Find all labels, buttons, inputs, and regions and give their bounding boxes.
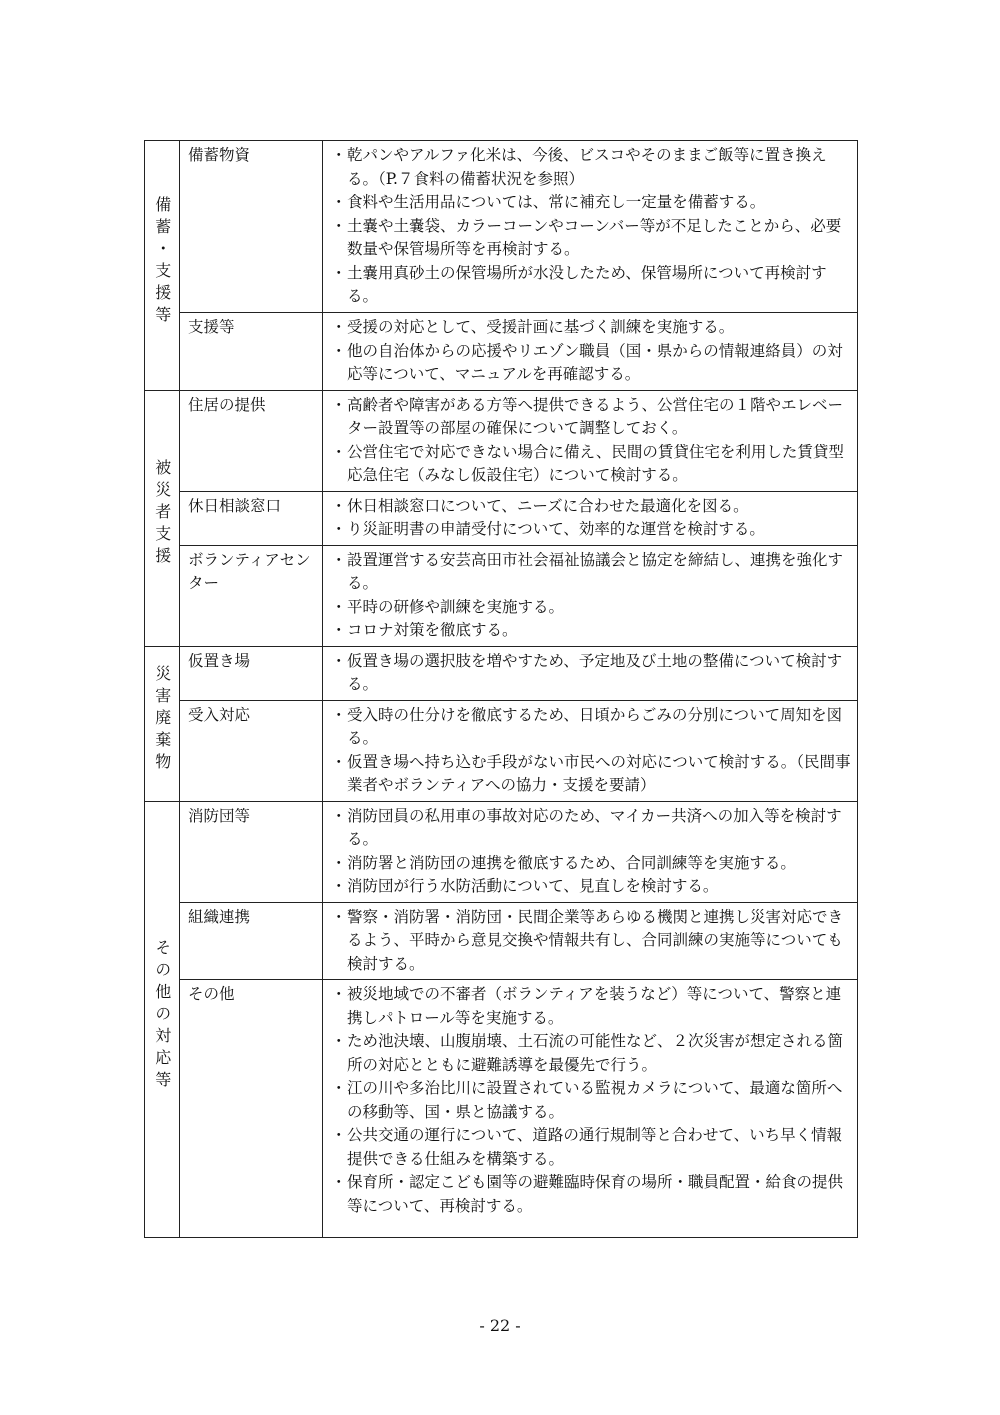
table-row bbox=[145, 980, 858, 1238]
category-cell bbox=[145, 141, 180, 391]
items-cell bbox=[323, 141, 858, 313]
category-cell bbox=[145, 646, 180, 801]
table-row bbox=[145, 545, 858, 646]
list-item: ・ 受援の対応として、受援計画に基づく訓練を実施する。 bbox=[331, 316, 851, 340]
list-item: ・ 消防署と消防団の連携を徹底するため、合同訓練等を実施する。 bbox=[331, 852, 851, 876]
table-row bbox=[145, 700, 858, 801]
list-item: ・ 土嚢用真砂土の保管場所が水没したため、保管場所について再検討する。 bbox=[331, 262, 851, 309]
list-item: ・ 高齢者や障害がある方等へ提供できるよう、公営住宅の１階やエレベーター設置等の部屋の確保について調整しておく。 bbox=[331, 394, 851, 441]
table-row bbox=[145, 902, 858, 980]
list-item: ・ 警察・消防署・消防団・民間企業等あらゆる機関と連携し災害対応できるよう、平時から意見交換や情報共有し、合同訓練の実施等についても検討する。 bbox=[331, 906, 851, 977]
items-cell bbox=[323, 491, 858, 545]
topic-cell: 仮置き場 bbox=[180, 646, 323, 700]
list-item: ・ 消防団が行う水防活動について、見直しを検討する。 bbox=[331, 875, 851, 899]
list-item: ・ 乾パンやアルファ化米は、今後、ビスコやそのままご飯等に置き換える。（P.７食料の備蓄状況を参照） bbox=[331, 144, 851, 191]
items-cell bbox=[323, 390, 858, 491]
items-cell bbox=[323, 646, 858, 700]
table-row bbox=[145, 313, 858, 391]
category-label: 被災者支援 bbox=[152, 459, 172, 570]
topic-cell: 組織連携 bbox=[180, 902, 323, 980]
page-number: - 22 - bbox=[479, 1316, 521, 1335]
table-row bbox=[145, 491, 858, 545]
items-cell bbox=[323, 545, 858, 646]
category-cell bbox=[145, 390, 180, 646]
list-item: ・ 保育所・認定こども園等の避難臨時保育の場所・職員配置・給食の提供等について、再検討する。 bbox=[331, 1171, 851, 1218]
list-item: ・ 仮置き場へ持ち込む手段がない市民への対応について検討する。（民間事業者やボランティアへの協力・支援を要請） bbox=[331, 751, 851, 798]
topic-cell: 住居の提供 bbox=[180, 390, 323, 491]
items-cell bbox=[323, 700, 858, 801]
topic-cell: ボランティアセンター bbox=[180, 545, 323, 646]
items-cell bbox=[323, 313, 858, 391]
table-row bbox=[145, 141, 858, 313]
list-item: ・ 受入時の仕分けを徹底するため、日頃からごみの分別について周知を図る。 bbox=[331, 704, 851, 751]
list-item: ・ 被災地域での不審者（ボランティアを装うなど）等について、警察と連携しパトロール等を実施する。 bbox=[331, 983, 851, 1030]
items-cell bbox=[323, 980, 858, 1238]
topic-cell: 備蓄物資 bbox=[180, 141, 323, 313]
table-row bbox=[145, 390, 858, 491]
list-item: ・ 休日相談窓口について、ニーズに合わせた最適化を図る。 bbox=[331, 495, 851, 519]
list-item: ・ 仮置き場の選択肢を増やすため、予定地及び土地の整備について検討する。 bbox=[331, 650, 851, 697]
topic-cell: 消防団等 bbox=[180, 801, 323, 902]
items-cell bbox=[323, 902, 858, 980]
category-label: 災害廃棄物 bbox=[152, 664, 172, 775]
list-item: ・ 公共交通の運行について、道路の通行規制等と合わせて、いち早く情報提供できる仕組みを構築する。 bbox=[331, 1124, 851, 1171]
topic-cell: 支援等 bbox=[180, 313, 323, 391]
list-item: ・ 平時の研修や訓練を実施する。 bbox=[331, 596, 851, 620]
topic-cell: 受入対応 bbox=[180, 700, 323, 801]
list-item: ・ 土嚢や土嚢袋、カラーコーンやコーンバー等が不足したことから、必要数量や保管場所等を再検討する。 bbox=[331, 215, 851, 262]
plan-table bbox=[144, 140, 858, 1238]
items-cell bbox=[323, 801, 858, 902]
list-item: ・ 江の川や多治比川に設置されている監視カメラについて、最適な箇所への移動等、国・県と協議する。 bbox=[331, 1077, 851, 1124]
list-item: ・ 公営住宅で対応できない場合に備え、民間の賃貸住宅を利用した賃貸型応急住宅（みなし仮設住宅）について検討する。 bbox=[331, 441, 851, 488]
list-item: ・ ため池決壊、山腹崩壊、土石流の可能性など、２次災害が想定される箇所の対応とともに避難誘導を最優先で行う。 bbox=[331, 1030, 851, 1077]
list-item: ・ 食料や生活用品については、常に補充し一定量を備蓄する。 bbox=[331, 191, 851, 215]
category-label: 備蓄・支援等 bbox=[152, 195, 172, 328]
category-label: その他の対応等 bbox=[152, 938, 172, 1093]
table-row bbox=[145, 801, 858, 902]
list-item: ・ 消防団員の私用車の事故対応のため、マイカー共済への加入等を検討する。 bbox=[331, 805, 851, 852]
topic-cell: その他 bbox=[180, 980, 323, 1238]
category-cell bbox=[145, 801, 180, 1238]
topic-cell: 休日相談窓口 bbox=[180, 491, 323, 545]
list-item: ・ 他の自治体からの応援やリエゾン職員（国・県からの情報連絡員）の対応等について、マニュアルを再確認する。 bbox=[331, 340, 851, 387]
list-item: ・ コロナ対策を徹底する。 bbox=[331, 619, 851, 643]
list-item: ・ り災証明書の申請受付について、効率的な運営を検討する。 bbox=[331, 518, 851, 542]
list-item: ・ 設置運営する安芸高田市社会福祉協議会と協定を締結し、連携を強化する。 bbox=[331, 549, 851, 596]
table-row bbox=[145, 646, 858, 700]
